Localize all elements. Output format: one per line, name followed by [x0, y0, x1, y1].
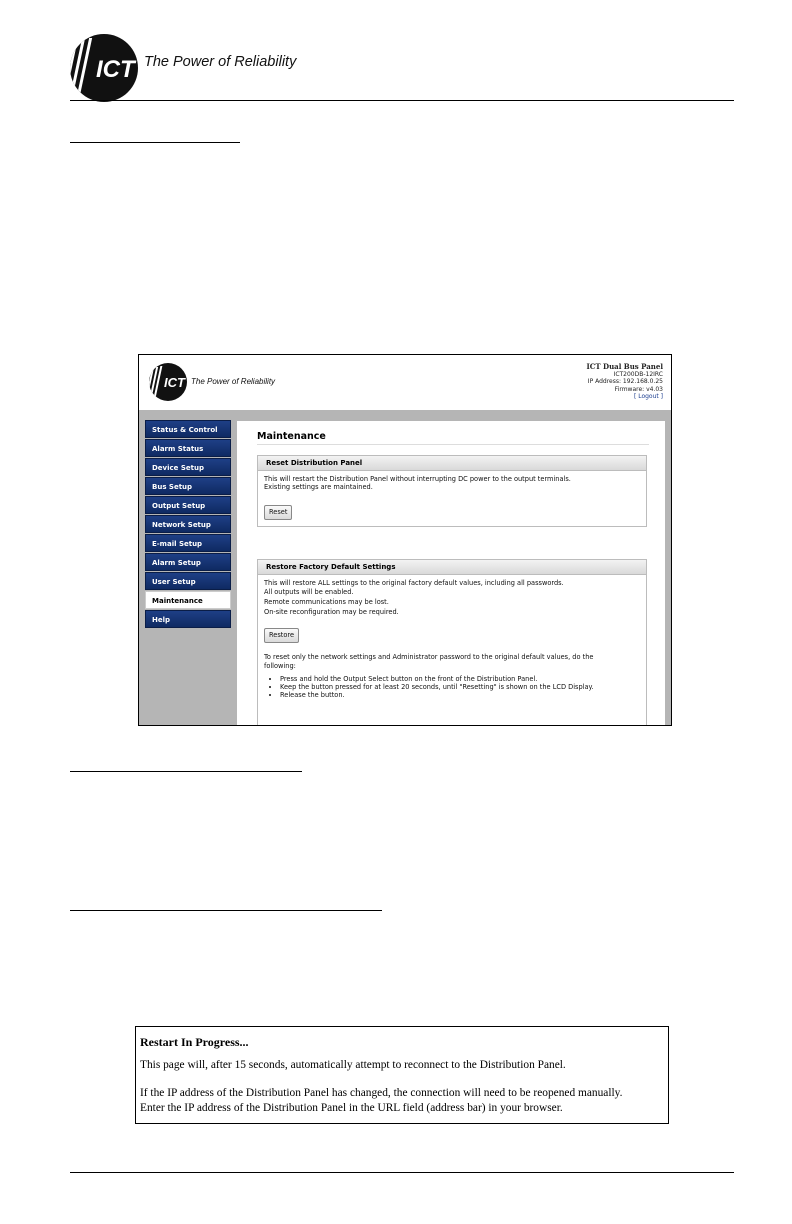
firmware-version: Firmware: v4.03	[614, 385, 663, 393]
restore-panel-line-1: This will restore ALL settings to the original factory default values, including all passwords.	[264, 579, 564, 587]
restore-panel-note-1: To reset only the network settings and Administrator password to the original default values, do the	[264, 653, 594, 661]
nav-item-device-setup[interactable]: Device Setup	[145, 458, 231, 476]
logout-link[interactable]: [ Logout ]	[633, 393, 663, 401]
footer-rule	[70, 1172, 734, 1173]
nav-item-status-control[interactable]: Status & Control	[145, 420, 231, 438]
web-header	[139, 355, 671, 407]
page-title: Maintenance	[257, 431, 326, 442]
reset-panel	[257, 455, 647, 527]
restore-panel-line-4: On-site reconfiguration may be required.	[264, 608, 399, 616]
list-item: • Keep the button pressed for at least 20 seconds, until "Resetting" is shown on the LCD Display.	[280, 684, 594, 692]
restore-panel-note-2: following:	[264, 662, 296, 670]
web-body	[139, 410, 671, 726]
section-heading-underline-2	[70, 771, 302, 772]
restore-button[interactable]: Restore	[264, 628, 299, 643]
web-tagline: The Power of Reliability	[191, 377, 276, 386]
nav-item-maintenance[interactable]: Maintenance	[145, 591, 231, 609]
maintenance-screenshot	[138, 354, 672, 726]
logo-ict-text: ICT	[96, 56, 135, 83]
reset-panel-line-1: This will restart the Distribution Panel without interrupting DC power to the output terminals.	[264, 475, 571, 483]
restart-title: Restart In Progress...	[140, 1035, 249, 1049]
restart-line-3: Enter the IP address of the Distribution Panel in the URL field (address bar) in your browser.	[140, 1102, 563, 1114]
nav-item-user-setup[interactable]: User Setup	[145, 572, 231, 590]
restart-message-box	[135, 1026, 669, 1124]
sidebar-nav	[145, 420, 231, 629]
section-heading-underline-1	[70, 142, 240, 143]
restore-panel	[257, 559, 647, 726]
section-heading-underline-3	[70, 910, 382, 911]
reset-button[interactable]: Reset	[264, 505, 292, 520]
model-number: ICT200DB-12IRC	[613, 370, 663, 378]
ict-logo	[70, 34, 138, 102]
restore-panel-line-3: Remote communications may be lost.	[264, 598, 389, 606]
product-name: ICT Dual Bus Panel	[586, 362, 663, 371]
nav-item-bus-setup[interactable]: Bus Setup	[145, 477, 231, 495]
header-rule	[70, 100, 734, 101]
web-logo	[149, 363, 187, 401]
device-info	[587, 363, 663, 401]
header-tagline: The Power of Reliability	[144, 54, 297, 70]
restart-line-2: If the IP address of the Distribution Panel has changed, the connection will need to be reopened manually.	[140, 1087, 623, 1099]
restart-line-1: This page will, after 15 seconds, automatically attempt to reconnect to the Distribution Panel.	[140, 1059, 566, 1071]
nav-item-network-setup[interactable]: Network Setup	[145, 515, 231, 533]
nav-item-help[interactable]: Help	[145, 610, 231, 628]
nav-item-email-setup[interactable]: E-mail Setup	[145, 534, 231, 552]
content-area	[237, 421, 665, 726]
nav-item-alarm-status[interactable]: Alarm Status	[145, 439, 231, 457]
title-divider	[257, 444, 649, 445]
ip-address: IP Address: 192.168.0.25	[587, 378, 663, 386]
reset-panel-line-2: Existing settings are maintained.	[264, 483, 373, 491]
reset-steps-list	[264, 676, 594, 699]
web-logo-ict-text: ICT	[164, 375, 185, 390]
list-item: • Press and hold the Output Select button on the front of the Distribution Panel.	[280, 676, 594, 684]
restore-panel-line-2: All outputs will be enabled.	[264, 588, 354, 596]
reset-panel-title: Reset Distribution Panel	[258, 456, 646, 471]
restore-panel-title: Restore Factory Default Settings	[258, 560, 646, 575]
list-item: • Release the button.	[280, 692, 594, 700]
nav-item-alarm-setup[interactable]: Alarm Setup	[145, 553, 231, 571]
nav-item-output-setup[interactable]: Output Setup	[145, 496, 231, 514]
